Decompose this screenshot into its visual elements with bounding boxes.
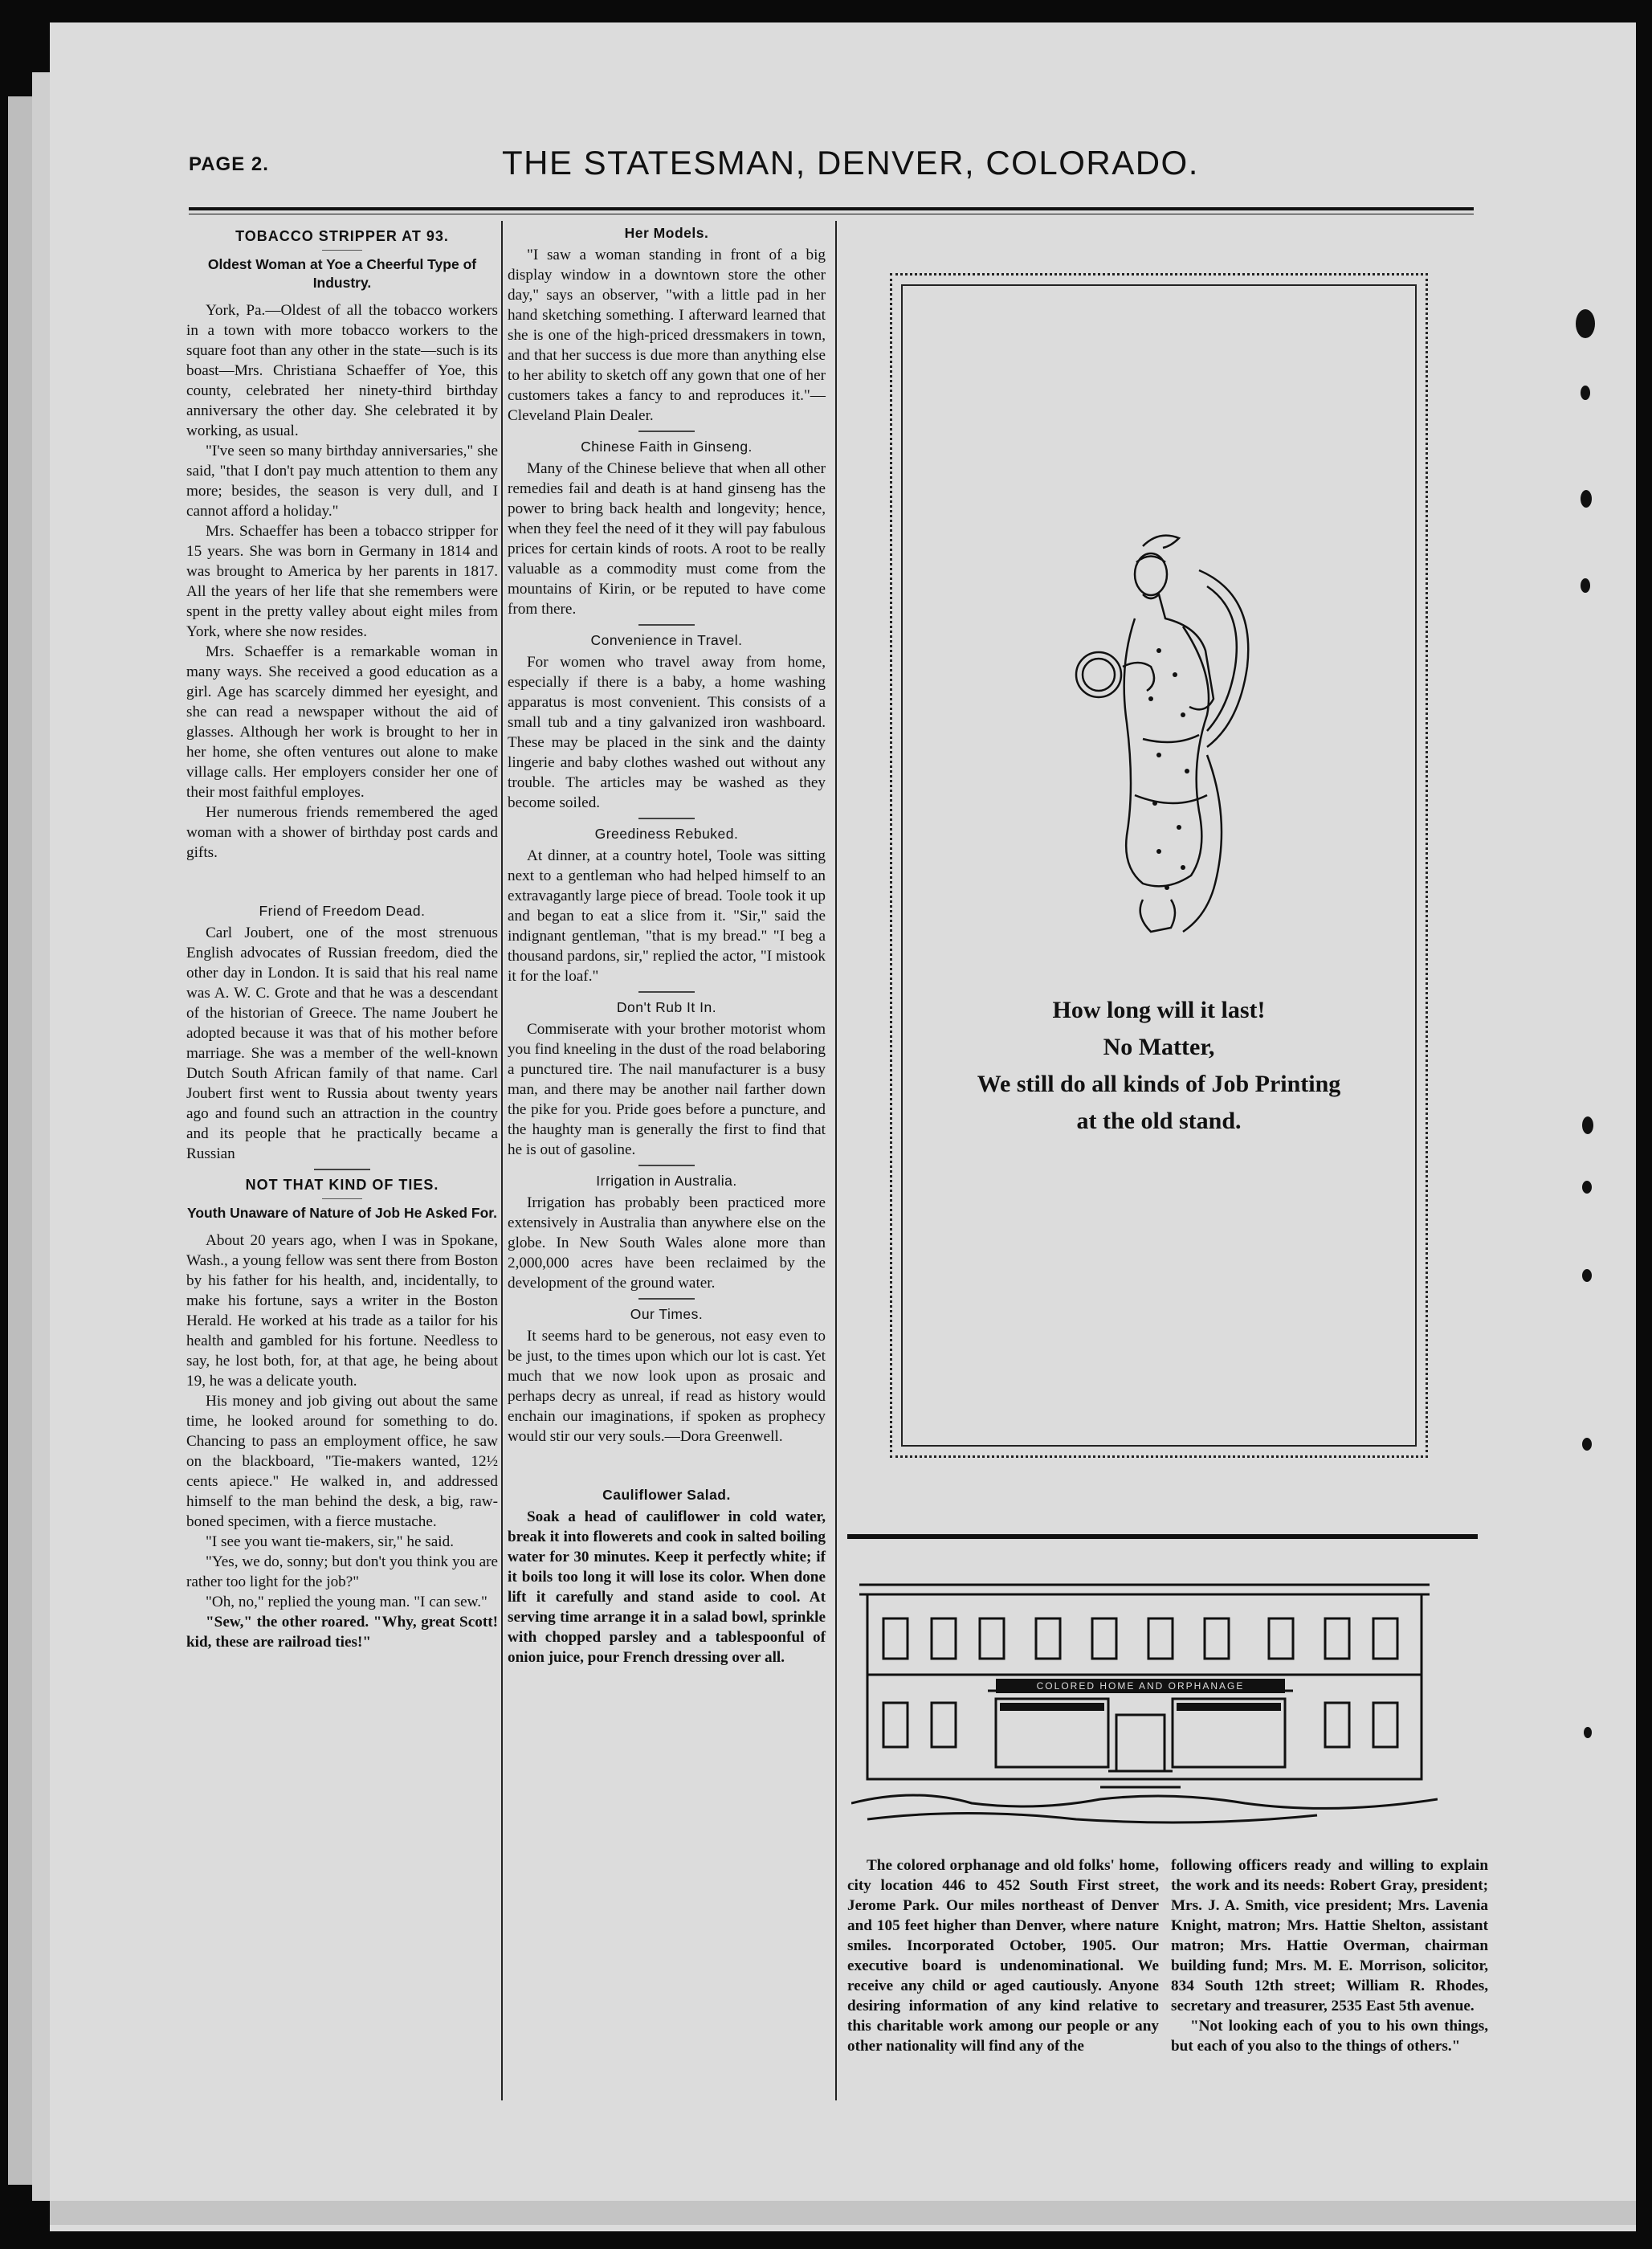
article-subtitle: Oldest Woman at Yoe a Cheerful Type of Industry.	[207, 256, 477, 291]
divider	[638, 1298, 695, 1300]
article-title: Irrigation in Australia.	[596, 1173, 737, 1189]
paragraph: His money and job giving out about the same time, he looked around for something to do. Chancing to pass an employment office, he saw on the blackboard, "Tie-makers wanted, 12½ cents apiece." He walked in, and addressed himself to the man behind the desk, a big, raw-boned specimen, with a fierce mustache.	[186, 1393, 498, 1530]
divider	[322, 1198, 362, 1199]
woman-figure-illustration	[1046, 530, 1271, 948]
paragraph: "Yes, we do, sonny; but don't you think you are rather too light for the job?"	[186, 1553, 498, 1590]
column-divider	[835, 221, 837, 2100]
job-printing-ad	[890, 273, 1428, 1458]
divider	[638, 431, 695, 432]
orphanage-text-right	[1171, 1855, 1488, 2056]
article-title: Friend of Freedom Dead.	[259, 903, 426, 919]
divider	[638, 818, 695, 819]
article-title: NOT THAT KIND OF TIES.	[245, 1177, 439, 1193]
article-title: Don't Rub It In.	[616, 999, 717, 1015]
divider	[638, 624, 695, 626]
article-title: Cauliflower Salad.	[602, 1487, 731, 1503]
page-header	[189, 144, 1474, 182]
page-edge	[50, 2201, 1636, 2225]
paragraph: "Sew," the other roared. "Why, great Scott! kid, these are railroad ties!"	[186, 1614, 498, 1651]
paragraph: Carl Joubert, one of the most strenuous English advocates of Russian freedom, died the other day in London. It is said that his real name was A. W. C. Grote and that he was a descendant of the historian of Greece. The name Joubert he adopted because it was that of his mother before marriage. She was a member of the well-known Dutch South African family of that name. Carl Joubert first went to Russia about twenty years ago and found such an attraction in the country and its people that he practically became a Russian	[186, 924, 498, 1162]
article-title: Her Models.	[624, 225, 709, 241]
paragraph: "Not looking each of you to his own things, but each of you also to the things of others."	[1171, 2018, 1488, 2055]
column-2	[508, 223, 826, 1667]
column-divider	[501, 221, 503, 2100]
spacer	[508, 1447, 826, 1485]
paragraph: For women who travel away from home, especially if there is a baby, a home washing apparatus is most convenient. This consists of a small tub and a tiny galvanized iron washboard. These may be placed in the sink and the dainty lingerie and baby clothes washed out without any trouble. The articles may be washed as they become soiled.	[508, 654, 826, 811]
paragraph: "Oh, no," replied the young man. "I can sew."	[206, 1594, 487, 1610]
ad-text	[890, 992, 1428, 1140]
article-title: TOBACCO STRIPPER AT 93.	[235, 228, 449, 244]
paragraph: Mrs. Schaeffer has been a tobacco stripper for 15 years. She was born in Germany in 1814 and was brought to America by her parents in 1817. All the years of her life that she remembers were spent in the pretty valley about eight miles from York, where she now resides.	[186, 523, 498, 640]
paragraph: At dinner, at a country hotel, Toole was sitting next to a gentleman who had helped himself to an extravagantly large piece of bread. Toole took it up and began to eat a slice from it. "Sir," said the indignant gentleman, "that is my bread." "I beg a thousand pardons, sir," replied the actor, "I mistook it for the loaf."	[508, 847, 826, 985]
orphanage-building-illustration	[851, 1562, 1438, 1835]
divider	[638, 1165, 695, 1166]
ad-line: No Matter,	[1103, 1034, 1215, 1060]
orphanage-text-left	[847, 1855, 1159, 2056]
ad-line: How long will it last!	[1052, 997, 1266, 1023]
paragraph: The colored orphanage and old folks' home, city location 446 to 452 South First street, Jerome Park. Our miles northeast of Denver and 105 feet higher than Denver, where nature smiles. Incorporated October, 1905. Our executive board is undenominational. We receive any child or aged cautiously. Anyone desiring information of any kind relative to this charitable work among our people or any other nationality will find any of the	[847, 1857, 1159, 2055]
paragraph: Many of the Chinese believe that when all other remedies fail and death is at hand ginseng has the power to bring back health and longevity; hence, when they feel the need of it they will pay fabulous prices for certain kinds of roots. A root to be really valuable as a commodity must come from the mountains of Kirin, or be reputed to have come from there.	[508, 460, 826, 618]
paragraph: Her numerous friends remembered the aged woman with a shower of birthday post cards and gifts.	[186, 804, 498, 861]
column-1	[186, 223, 498, 1652]
paragraph: "I've seen so many birthday anniversaries," she said, "that I don't pay much attention to them any more; besides, the season is very dull, and I cannot afford a holiday."	[186, 443, 498, 520]
paragraph: Mrs. Schaeffer is a remarkable woman in many ways. She received a good education as a girl. Age has scarcely dimmed her eyesight, and she can read a newspaper without the aid of glasses. Although her work is brought to her in her home, she often ventures out alone to make village calls. Her employers consider her one of their most faithful employes.	[186, 643, 498, 801]
spacer	[186, 863, 498, 901]
page-number: PAGE 2.	[189, 153, 269, 175]
divider	[638, 991, 695, 993]
article-title: Greediness Rebuked.	[594, 826, 739, 842]
header-rule	[189, 207, 1474, 210]
paragraph: "I saw a woman standing in front of a big display window in a downtown store the other day," says an observer, "with a little pad in her hand sketching something. I afterward learned that she is one of the high-priced dressmakers in town, and that her success is due more than anything else to her ability to sketch off any gown that one of her customers takes a fancy to and reproduces it."—Cleveland Plain Dealer.	[508, 247, 826, 424]
paragraph: York, Pa.—Oldest of all the tobacco workers in a town with more tobacco workers to the square foot than any other in the state—such is its boast—Mrs. Christiana Schaeffer of Yoe, this county, celebrated her ninety-third birthday anniversary the other day. She celebrated it by working, as usual.	[186, 302, 498, 439]
building-sign: COLORED HOME AND ORPHANAGE	[1036, 1680, 1245, 1692]
divider	[322, 250, 362, 251]
article-title: Convenience in Travel.	[590, 632, 743, 648]
masthead: THE STATESMAN, DENVER, COLORADO.	[502, 144, 1199, 182]
section-rule	[847, 1534, 1478, 1539]
article-subtitle: Youth Unaware of Nature of Job He Asked For.	[186, 1205, 498, 1221]
divider	[314, 1169, 370, 1170]
ad-line: We still do all kinds of Job Printing	[977, 1071, 1341, 1097]
paragraph: It seems hard to be generous, not easy even to be just, to the times upon which our lot is cast. Yet much that we now look upon as prosaic and perhaps decry as unreal, if read as history would enchain our imaginations, if spoken as prophecy would stir our very souls.—Dora Greenwell.	[508, 1328, 826, 1445]
paragraph: following officers ready and willing to explain the work and its needs: Robert Gray, president; Mrs. J. A. Smith, vice president; Mrs. Lavenia Knight, matron; Mrs. Hattie Shelton, assistant matron; Mrs. Hattie Overman, chairman building fund; Mrs. M. E. Morrison, solicitor, 834 South 12th street; William R. Rhodes, secretary and treasurer, 2535 East 5th avenue.	[1171, 1857, 1488, 2014]
article-title: Chinese Faith in Ginseng.	[581, 439, 753, 455]
paragraph: Irrigation has probably been practiced more extensively in Australia than anywhere else on the globe. In New South Wales alone more than 2,000,000 acres have been reclaimed by the development of the ground water.	[508, 1194, 826, 1292]
ad-line: at the old stand.	[1076, 1108, 1242, 1134]
paragraph: Soak a head of cauliflower in cold water, break it into flowerets and cook in salted boiling water for 30 minutes. Keep it perfectly white; if it boils too long it will lose its color. When done lift it carefully and stand aside to cool. At serving time arrange it in a salad bowl, sprinkle with chopped parsley and a tablespoonful of onion juice, pour French dressing over all.	[508, 1508, 826, 1666]
article-title: Our Times.	[630, 1306, 704, 1322]
paragraph: About 20 years ago, when I was in Spokane, Wash., a young fellow was sent there from Boston by his father for his health, and, incidentally, to make his fortune, says a writer in the Boston Herald. He worked at his trade as a tailor for his health and gambled for his fortune. Needless to say, he lost both, for, at that age, he being about 19, he was a delicate youth.	[186, 1232, 498, 1390]
paragraph: "I see you want tie-makers, sir," he said.	[206, 1533, 455, 1550]
paragraph: Commiserate with your brother motorist whom you find kneeling in the dust of the road belaboring a punctured tire. The nail manufacturer is a busy man, and there may be another nail farther down the pike for you. Pride goes before a puncture, and the haughty man is generally the first to find that he is out of gasoline.	[508, 1021, 826, 1158]
